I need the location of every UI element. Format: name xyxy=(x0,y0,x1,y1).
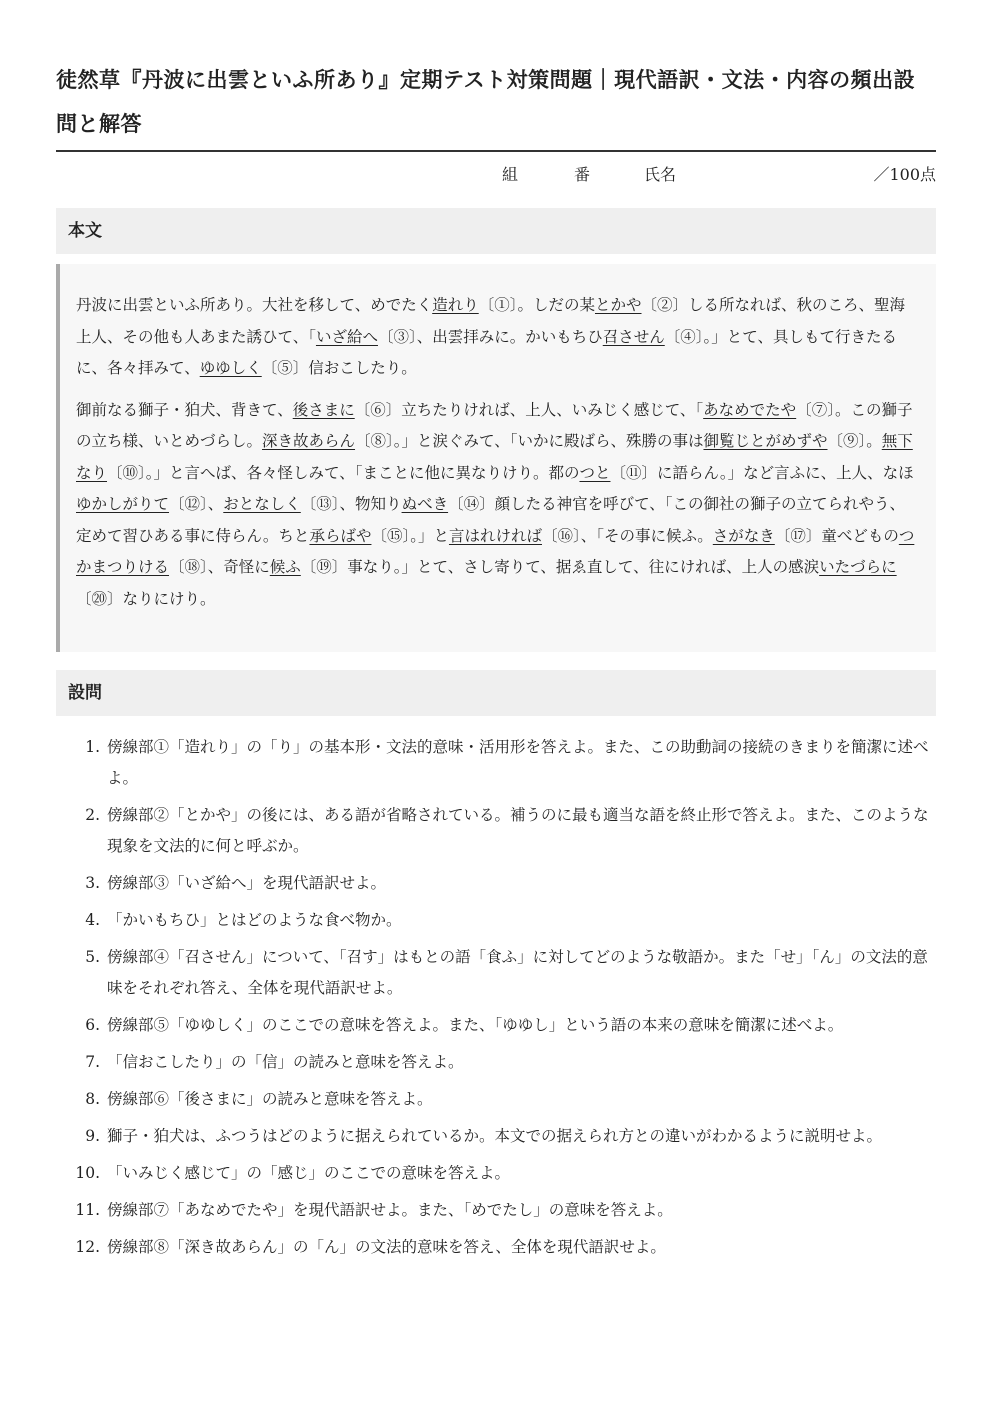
question-item xyxy=(56,1158,936,1189)
question-item xyxy=(56,1195,936,1226)
underlined-phrase: いざ給へ xyxy=(315,327,378,346)
text-run: 御前なる獅子・狛犬、背きて、 xyxy=(76,400,293,419)
question-text: 傍線部④「召させん」について、「召す」はもとの語「食ふ」に対してどのような敬語か。また「せ」「ん」の文法的意味をそれぞれ答え、全体を現代語訳せよ。 xyxy=(107,948,928,997)
underlined-phrase: 深き故あらん xyxy=(262,432,356,450)
question-item xyxy=(56,942,936,1004)
question-number: 4. xyxy=(85,911,100,929)
text-run: 〔⑱〕、奇怪に xyxy=(169,558,270,576)
question-item xyxy=(56,1121,936,1152)
question-number: 10. xyxy=(75,1164,100,1182)
question-number: 12. xyxy=(75,1238,100,1256)
underlined-phrase: 後さまに xyxy=(292,400,355,419)
question-list xyxy=(56,732,936,1269)
score-label: ／100点 xyxy=(873,165,936,184)
question-item xyxy=(56,732,936,794)
underlined-phrase: あなめでたや xyxy=(703,400,797,419)
page-title: 徒然草『丹波に出雲といふ所あり』定期テスト対策問題｜現代語訳・文法・内容の頻出設問と解答 xyxy=(56,67,916,136)
underlined-phrase: つと xyxy=(579,463,611,482)
question-number: 7. xyxy=(85,1053,100,1071)
underlined-phrase: いたづらに xyxy=(819,558,897,576)
question-text: 傍線部⑤「ゆゆしく」のここでの意味を答えよ。また、「ゆゆし」という語の本来の意味を簡潔に述べよ。 xyxy=(107,1016,844,1034)
text-run: 〔②〕しる所なれば、秋のころ、聖海上人、その他も人あまた誘ひて、「 xyxy=(76,296,906,346)
section-heading-setsumon: 設問 xyxy=(56,670,936,716)
underlined-phrase: 無下なり xyxy=(76,432,913,482)
question-item xyxy=(56,1084,936,1115)
question-text: 傍線部①「造れり」の「り」の基本形・文法的意味・活用形を答えよ。また、この助動詞の接続のきまりを簡潔に述べよ。 xyxy=(107,738,929,787)
main-text-box xyxy=(56,264,936,652)
underlined-phrase: 言はれければ xyxy=(448,526,542,545)
text-run: 〔⑥〕立ちたりければ、上人、いみじく感じて、「 xyxy=(354,400,704,419)
question-item xyxy=(56,868,936,899)
question-number: 9. xyxy=(85,1127,100,1145)
student-info-row xyxy=(56,160,936,190)
number-label: 番 xyxy=(574,165,591,184)
question-item xyxy=(56,1232,936,1263)
text-run: 〔③〕、出雲拝みに。かいもちひ xyxy=(377,327,603,346)
question-text: 「かいもちひ」とはどのような食べ物か。 xyxy=(107,911,402,929)
main-text-paragraph-1 xyxy=(76,290,920,385)
text-run: 〔⑤〕信おこしたり。 xyxy=(261,359,417,377)
question-text: 傍線部⑥「後さまに」の読みと意味を答えよ。 xyxy=(107,1090,433,1108)
name-label: 氏名 xyxy=(644,165,677,184)
question-item xyxy=(56,1047,936,1078)
underlined-phrase: おとなしく xyxy=(223,495,301,513)
text-run: 〔⑭〕顔したる神官を呼びて、「この御社の獅子の立てられやう、定めて習ひある事に侍らん。ちと xyxy=(76,495,906,545)
question-item xyxy=(56,1010,936,1041)
text-run: 〔⑪〕に語らん。」など言ふに、上人、なほ xyxy=(610,463,914,482)
underlined-phrase: ゆかしがりて xyxy=(76,495,170,513)
question-number: 6. xyxy=(85,1016,100,1034)
question-text: 「信おこしたり」の「信」の読みと意味を答えよ。 xyxy=(107,1053,464,1071)
question-number: 11. xyxy=(75,1201,100,1219)
text-run: 〔⑦〕。この獅子の立ち様、いとめづらし。 xyxy=(76,400,913,450)
question-number: 8. xyxy=(85,1090,100,1108)
underlined-phrase: ぬべき xyxy=(401,495,449,513)
text-run: 〔①〕。しだの某 xyxy=(478,296,595,314)
question-number: 2. xyxy=(85,806,100,824)
underlined-phrase: 召させん xyxy=(602,327,665,346)
underlined-phrase: とかや xyxy=(594,296,642,314)
question-number: 1. xyxy=(85,738,100,756)
text-run: 丹波に出雲といふ所あり。大社を移して、めでたく xyxy=(76,296,433,314)
title-divider xyxy=(56,150,936,152)
question-text: 傍線部⑦「あなめでたや」を現代語訳せよ。また、「めでたし」の意味を答えよ。 xyxy=(107,1201,673,1219)
text-run: 〔⑧〕。」と涙ぐみて、「いかに殿ばら、殊勝の事は xyxy=(355,432,704,450)
main-text-paragraph-2 xyxy=(76,395,920,616)
text-run: 〔⑨〕。 xyxy=(827,432,882,450)
question-number: 5. xyxy=(85,948,100,966)
underlined-phrase: つかまつりける xyxy=(76,526,915,576)
question-number: 3. xyxy=(85,874,100,892)
underlined-phrase: ゆゆしく xyxy=(199,359,262,377)
question-item xyxy=(56,905,936,936)
text-run: 〔⑫〕、 xyxy=(169,495,224,513)
text-run: 〔⑯〕、「その事に候ふ。 xyxy=(541,526,713,545)
underlined-phrase: 候ふ xyxy=(269,558,301,576)
section-heading-honbun: 本文 xyxy=(56,208,936,254)
class-label: 組 xyxy=(502,165,519,184)
underlined-phrase: 承らばや xyxy=(309,526,372,545)
text-run: 〔⑲〕事なり。」とて、さし寄りて、据ゑ直して、往にければ、上人の感涙 xyxy=(300,558,820,576)
text-run: 〔⑰〕童べどもの xyxy=(774,526,899,545)
question-text: 獅子・狛犬は、ふつうはどのように据えられているか。本文での据えられ方との違いがわかるように説明せよ。 xyxy=(107,1127,883,1145)
underlined-phrase: 造れり xyxy=(432,296,479,314)
question-text: 傍線部③「いざ給へ」を現代語訳せよ。 xyxy=(107,874,387,892)
text-run: 〔⑮〕。」と xyxy=(371,526,449,545)
question-text: 「いみじく感じて」の「感じ」のここでの意味を答えよ。 xyxy=(107,1164,511,1182)
text-run: 〔⑳〕なりにけり。 xyxy=(76,589,216,608)
text-run: 〔⑬〕、物知り xyxy=(300,495,402,513)
text-run: 〔⑩〕。」と言へば、各々怪しみて、「まことに他に異なりけり。都の xyxy=(107,463,580,482)
underlined-phrase: 御覧じとがめずや xyxy=(703,432,828,450)
question-text: 傍線部⑧「深き故あらん」の「ん」の文法的意味を答え、全体を現代語訳せよ。 xyxy=(107,1238,666,1256)
question-text: 傍線部②「とかや」の後には、ある語が省略されている。補うのに最も適当な語を終止形で答えよ。また、このような現象を文法的に何と呼ぶか。 xyxy=(107,806,929,855)
underlined-phrase: さがなき xyxy=(712,526,775,545)
question-item xyxy=(56,800,936,862)
text-run: 〔④〕。」とて、具しもて行きたるに、各々拝みて、 xyxy=(76,327,897,377)
